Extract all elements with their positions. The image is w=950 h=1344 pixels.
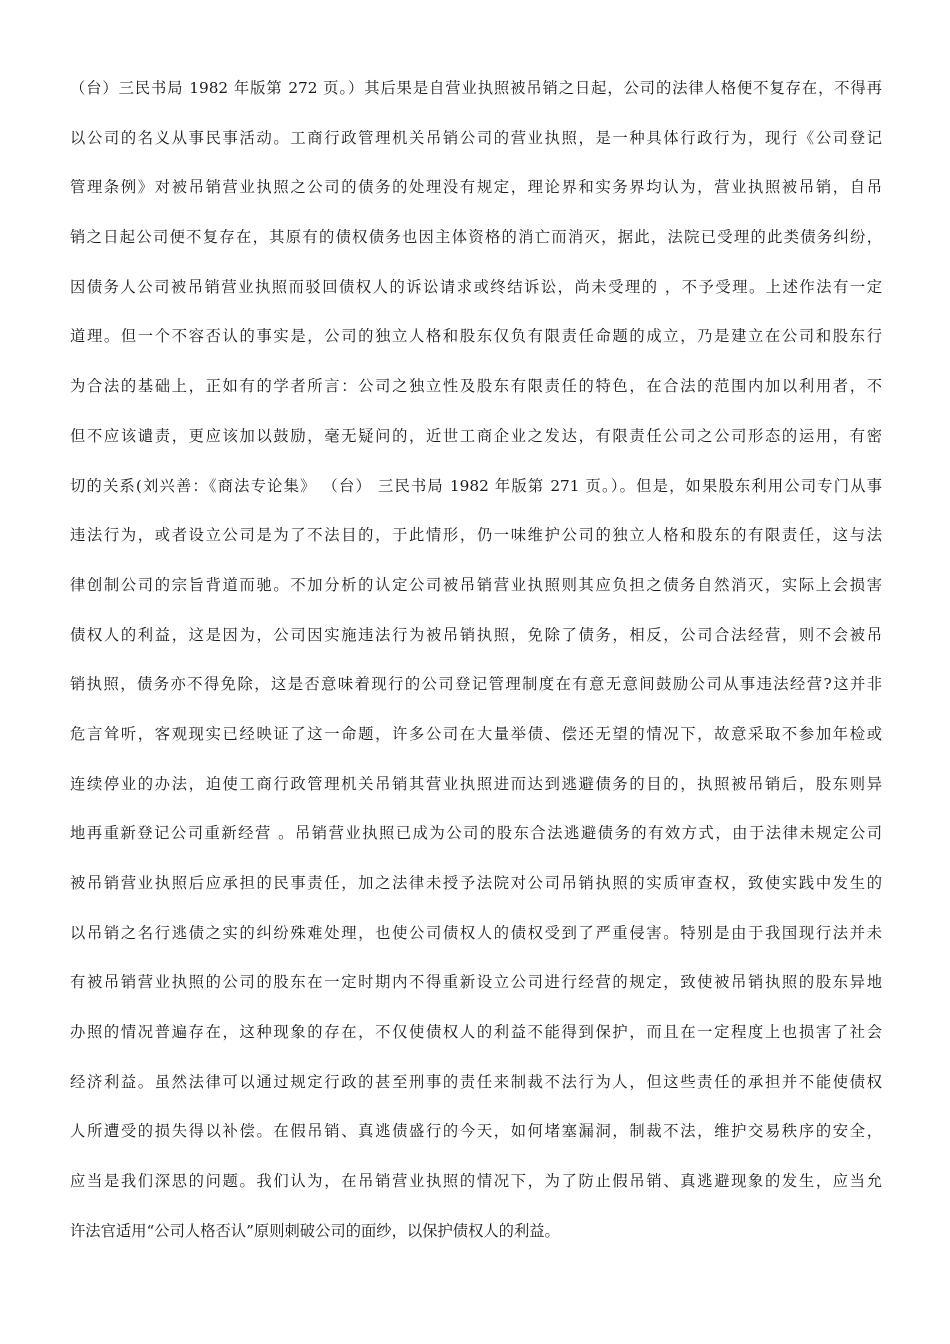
- text-line: 但不应该谴责，更应该加以鼓励，毫无疑问的，近世工商企业之发达，有限责任公司之公司形态的运用，有密: [70, 426, 882, 445]
- text-line: 违法行为，或者设立公司是为了不法目的，于此情形，仍一味维护公司的独立人格和股东的有限责任，这与法: [70, 526, 882, 545]
- text-line: 管理条例》对被吊销营业执照之公司的债务的处理没有规定，理论界和实务界均认为，营业执照被吊销，自吊: [70, 178, 882, 197]
- text-line: 经济利益。虽然法律可以通过规定行政的甚至刑事的责任来制裁不法行为人，但这些责任的承担并不能使债权: [70, 1072, 882, 1091]
- text-line: 危言耸听，客观现实已经映证了这一命题，许多公司在大量举债、偿还无望的情况下，故意采取不参加年检或: [70, 724, 882, 743]
- text-line: 债权人的利益，这是因为，公司因实施违法行为被吊销执照，免除了债务，相反，公司合法经营，则不会被吊: [70, 625, 882, 644]
- text-line: 人所遭受的损失得以补偿。在假吊销、真逃债盛行的今天，如何堵塞漏洞，制裁不法，维护交易秩序的安全，: [70, 1122, 882, 1141]
- text-line: 销之日起公司便不复存在，其原有的债权债务也因主体资格的消亡而消灭，据此，法院已受理的此类债务纠纷，: [70, 228, 882, 247]
- text-line: 道理。但一个不容否认的事实是，公司的独立人格和股东仅负有限责任命题的成立，乃是建立在公司和股东行: [70, 327, 882, 346]
- text-line: （台）三民书局 1982 年版第 272 页。）其后果是自营业执照被吊销之日起，公司的法律人格便不复存在，不得再: [70, 79, 882, 97]
- text-line: 律创制公司的宗旨背道而驰。不加分析的认定公司被吊销营业执照则其应负担之债务自然消灭，实际上会损害: [70, 575, 882, 594]
- text-line: 销执照，债务亦不得免除，这是否意味着现行的公司登记管理制度在有意无意间鼓励公司从事违法经营?这并非: [70, 675, 882, 694]
- text-line: 切的关系(刘兴善：《商法专论集》 （台） 三民书局 1982 年版第 271 页。）。但是，如果股东利用公司专门从事: [70, 476, 882, 495]
- text-line: 许法官适用“公司人格否认”原则刺破公司的面纱，以保护债权人的利益。: [70, 1221, 560, 1240]
- text-line: 应当是我们深思的问题。我们认为，在吊销营业执照的情况下，为了防止假吊销、真逃避现象的发生，应当允: [70, 1172, 882, 1191]
- text-line: 地再重新登记公司重新经营 。吊销营业执照已成为公司的股东合法逃避债务的有效方式，由于法律未规定公司: [70, 824, 882, 843]
- text-line: 以公司的名义从事民事活动。工商行政管理机关吊销公司的营业执照，是一种具体行政行为，现行《公司登记: [70, 128, 882, 147]
- text-line: 被吊销营业执照后应承担的民事责任，加之法律未授予法院对公司吊销执照的实质审查权，致使实践中发生的: [70, 874, 882, 892]
- text-line: 连续停业的办法，迫使工商行政管理机关吊销其营业执照进而达到逃避债务的目的，执照被吊销后，股东则异: [70, 774, 882, 793]
- body-paragraph: [70, 76, 882, 1269]
- text-line: 办照的情况普遍存在，这种现象的存在，不仅使债权人的利益不能得到保护，而且在一定程度上也损害了社会: [70, 1023, 882, 1042]
- text-line: 因债务人公司被吊销营业执照而驳回债权人的诉讼请求或终结诉讼，尚未受理的 ，不予受理。上述作法有一定: [70, 277, 882, 296]
- text-line: 为合法的基础上，正如有的学者所言：公司之独立性及股东有限责任的特色，在合法的范围内加以利用者，不: [70, 377, 882, 396]
- text-line: 以吊销之名行逃债之实的纠纷殊难处理，也使公司债权人的债权受到了严重侵害。特别是由于我国现行法并未: [70, 923, 882, 942]
- text-line: 有被吊销营业执照的公司的股东在一定时期内不得重新设立公司进行经营的规定，致使被吊销执照的股东异地: [70, 973, 882, 992]
